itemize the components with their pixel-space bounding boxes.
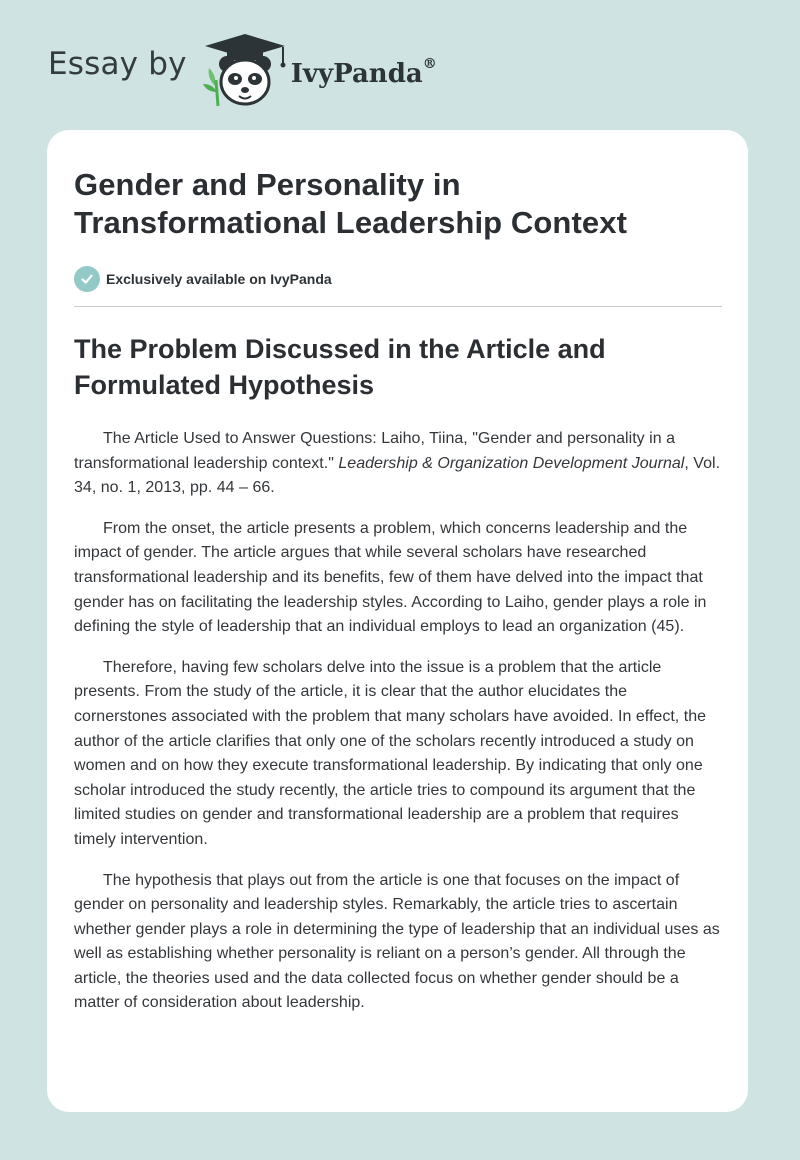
- journal-title: Leadership & Organization Development Journal: [338, 454, 685, 472]
- check-icon: [74, 266, 100, 292]
- essay-title: Gender and Personality in Transformational Leadership Context: [74, 167, 627, 240]
- citation-text: The Article Used to Answer Questions: Laiho, Tiina, "Gender and personality in a transformational leadership context.": [74, 430, 676, 472]
- body-paragraph: The hypothesis that plays out from the article is one that focuses on the impact of gender on personality and leadership styles. Remarkably, the article tries to ascertain whether gender plays a role in determining the type of leadership that an individual uses as well as establishing whether personality is reliant on a person’s gender. All through the article, the theories used and the data collected focus on whether gender should be a matter of consideration about leadership.: [74, 871, 720, 1012]
- exclusive-badge: [74, 265, 722, 293]
- brand-name[interactable]: [290, 56, 437, 89]
- section-heading: The Problem Discussed in the Article and Formulated Hypothesis: [74, 334, 606, 400]
- registered-mark: ®: [422, 56, 437, 73]
- site-header: [48, 30, 437, 110]
- brand-name-text: IvyPanda: [290, 59, 423, 89]
- panda-logo-icon[interactable]: [201, 30, 289, 110]
- body-paragraph: From the onset, the article presents a problem, which concerns leadership and the impact of gender. The article argues that while several scholars have researched transformational leadership and its benefits, few of them have delved into the impact that gender has on facilitating the leadership styles. According to Laiho, gender plays a role in defining the style of leadership that an individual employs to lead an organization (45).: [74, 519, 707, 636]
- citation-paragraph: [74, 427, 722, 501]
- essay-by-label: Essay by: [48, 46, 187, 82]
- citation-details: , Vol. 34, no. 1, 2013, pp. 44 – 66.: [74, 454, 721, 497]
- badge-label: Exclusively available on IvyPanda: [106, 271, 332, 287]
- essay-body: [74, 427, 722, 1016]
- divider: [74, 306, 722, 307]
- essay-card: [47, 130, 748, 1112]
- body-paragraph: Therefore, having few scholars delve into the issue is a problem that the article presents. From the study of the article, it is clear that the author elucidates the cornerstones associated with the problem that many scholars have avoided. In effect, the author of the article clarifies that only one of the scholars recently introduced a study on women and on how they execute transformational leadership. By indicating that only one scholar introduced the study recently, the article tries to compound its argument that the limited studies on gender and transformational leadership are a problem that requires timely intervention.: [74, 658, 707, 848]
